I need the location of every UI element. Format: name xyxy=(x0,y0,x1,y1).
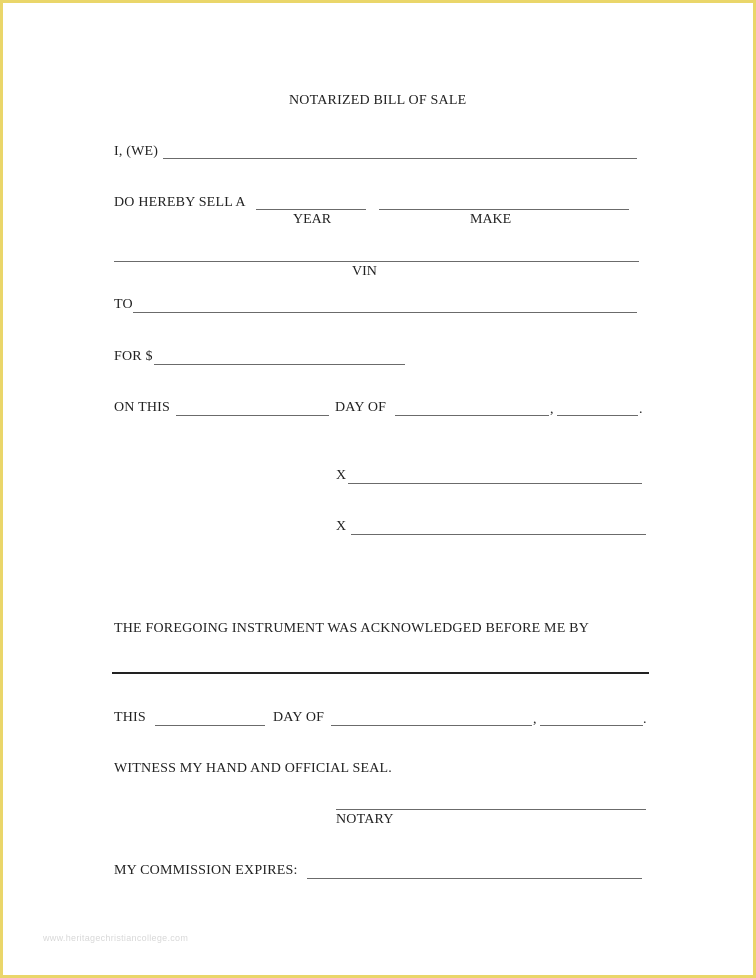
signature-mark-2: X xyxy=(336,519,347,534)
acknowledged-text: THE FOREGOING INSTRUMENT WAS ACKNOWLEDGED BEFORE ME BY xyxy=(114,621,590,636)
notary-caption: NOTARY xyxy=(336,812,394,827)
price-label: FOR $ xyxy=(114,349,153,364)
document-title: NOTARIZED BILL OF SALE xyxy=(289,93,467,108)
notary-date-comma: , xyxy=(533,712,537,727)
price-line[interactable] xyxy=(154,364,405,365)
commission-line[interactable] xyxy=(307,878,642,879)
this-label: THIS xyxy=(114,710,146,725)
notary-year-line[interactable] xyxy=(540,725,643,726)
notary-date-period: . xyxy=(643,712,647,727)
buyer-name-line[interactable] xyxy=(133,312,637,313)
commission-label: MY COMMISSION EXPIRES: xyxy=(114,863,298,878)
sale-year-line[interactable] xyxy=(557,415,638,416)
year-line[interactable] xyxy=(256,209,366,210)
make-line[interactable] xyxy=(379,209,629,210)
make-caption: MAKE xyxy=(470,212,512,227)
vin-caption: VIN xyxy=(352,264,377,279)
date-period: . xyxy=(639,402,643,417)
notary-month-line[interactable] xyxy=(331,725,532,726)
seller-label: I, (WE) xyxy=(114,144,159,159)
notary-signature-line[interactable] xyxy=(336,809,646,810)
on-this-label: ON THIS xyxy=(114,400,170,415)
signature-line-2[interactable] xyxy=(351,534,646,535)
day-of-label-2: DAY OF xyxy=(273,710,325,725)
sell-label: DO HEREBY SELL A xyxy=(114,195,246,210)
seller-name-line[interactable] xyxy=(163,158,637,159)
buyer-label: TO xyxy=(114,297,133,312)
notary-day-line[interactable] xyxy=(155,725,265,726)
watermark-text: www.heritagechristiancollege.com xyxy=(43,933,189,943)
witness-text: WITNESS MY HAND AND OFFICIAL SEAL. xyxy=(114,761,392,776)
date-comma: , xyxy=(550,402,554,417)
day-of-label: DAY OF xyxy=(335,400,387,415)
vin-line[interactable] xyxy=(114,261,639,262)
signature-mark-1: X xyxy=(336,468,347,483)
sale-day-line[interactable] xyxy=(176,415,329,416)
acknowledged-by-line[interactable] xyxy=(112,672,649,674)
sale-month-line[interactable] xyxy=(395,415,549,416)
year-caption: YEAR xyxy=(293,212,332,227)
signature-line-1[interactable] xyxy=(348,483,642,484)
